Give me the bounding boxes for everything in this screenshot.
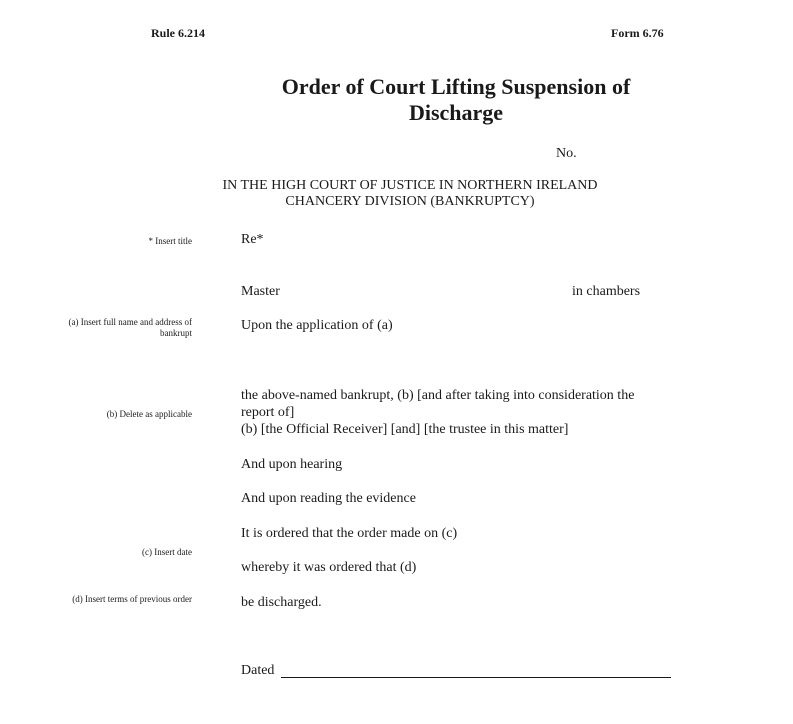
note-delete-applicable: (b) Delete as applicable	[106, 409, 192, 419]
number-label: No.	[556, 146, 577, 161]
title-line-1: Order of Court Lifting Suspension of	[281, 74, 631, 99]
note-insert-terms: (d) Insert terms of previous order	[72, 594, 192, 604]
note-insert-date: (c) Insert date	[142, 547, 192, 557]
discharged-line: be discharged.	[241, 595, 322, 610]
title-line-2: Discharge	[408, 100, 504, 125]
dated-label: Dated	[241, 663, 275, 678]
form-number: Form 6.76	[611, 26, 664, 40]
note-insert-name: (a) Insert full name and address of bankrupt	[68, 317, 192, 338]
court-heading	[0, 178, 793, 210]
rule-number: Rule 6.214	[151, 26, 205, 40]
application-line: Upon the application of (a)	[241, 318, 393, 333]
bankrupt-line-1: the above-named bankrupt, (b) [and after taking into consideration the report of]	[241, 388, 635, 420]
master-label: Master	[241, 284, 280, 299]
dated-signature-line	[281, 677, 671, 678]
bankrupt-line-2: (b) [the Official Receiver] [and] [the trustee in this matter]	[241, 422, 569, 437]
document-title	[0, 74, 793, 126]
note-insert-title: * Insert title	[148, 236, 192, 246]
in-chambers-label: in chambers	[572, 284, 641, 299]
court-line-1: IN THE HIGH COURT OF JUSTICE IN NORTHERN IRELAND	[222, 178, 598, 193]
ordered-line: It is ordered that the order made on (c)	[241, 526, 458, 541]
re-line: Re*	[241, 232, 264, 247]
whereby-line: whereby it was ordered that (d)	[241, 560, 417, 575]
hearing-line: And upon hearing	[241, 457, 343, 472]
reading-line: And upon reading the evidence	[241, 491, 416, 506]
court-line-2: CHANCERY DIVISION (BANKRUPTCY)	[285, 194, 535, 209]
